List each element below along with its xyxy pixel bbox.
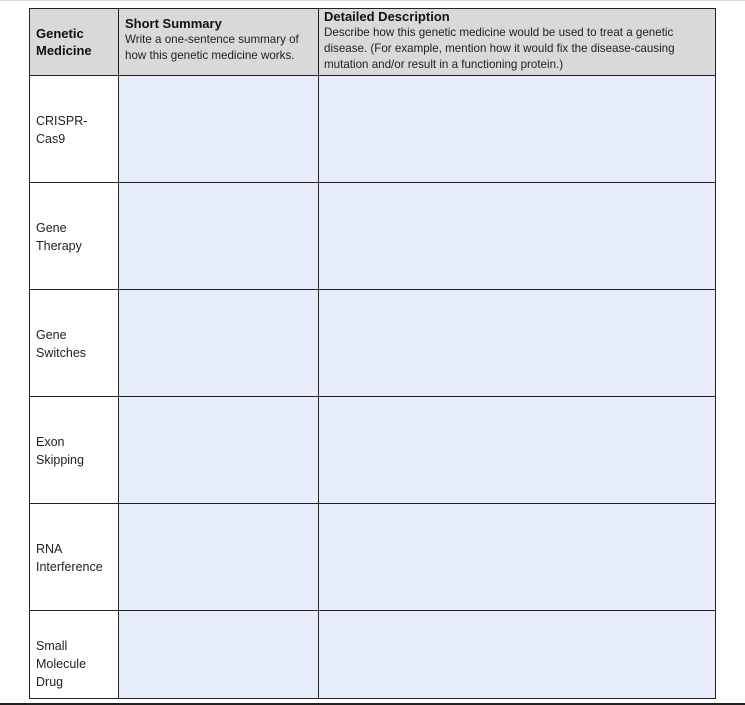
header-short-summary-line1: Write a one-sentence summary of — [125, 33, 299, 46]
detailed-description-input[interactable] — [319, 183, 716, 290]
header-short-summary-title: Short Summary — [125, 16, 222, 31]
header-short-summary-line2: how this genetic medicine works. — [125, 49, 295, 62]
genetic-medicine-table — [29, 8, 716, 699]
short-summary-input[interactable] — [119, 611, 319, 699]
short-summary-input[interactable] — [119, 76, 319, 183]
row-label-line2: Cas9 — [36, 132, 66, 146]
table-row — [30, 397, 716, 504]
header-genetic-medicine-line2: Medicine — [36, 43, 92, 58]
detailed-description-input[interactable] — [319, 76, 716, 183]
page-top-edge — [0, 0, 745, 1]
short-summary-input[interactable] — [119, 504, 319, 611]
row-label-line1: Exon — [36, 435, 65, 449]
row-label-line2: Switches — [36, 346, 87, 360]
row-label-line3: Drug — [36, 675, 64, 689]
header-detailed-description — [319, 9, 716, 76]
header-detailed-description-line1: Describe how this genetic medicine would be used to treat a genetic — [324, 26, 674, 39]
row-label-line2: Skipping — [36, 453, 84, 467]
detailed-description-input[interactable] — [319, 290, 716, 397]
row-label-cell — [30, 183, 119, 290]
row-label-line1: Small — [36, 639, 68, 653]
header-short-summary — [119, 9, 319, 76]
row-label-cell — [30, 290, 119, 397]
row-label-line2: Interference — [36, 560, 103, 574]
row-label-cell — [30, 611, 119, 699]
header-detailed-description-line2: disease. (For example, mention how it would fix the disease-causing — [324, 42, 675, 55]
row-label-line1: Gene — [36, 221, 67, 235]
row-label-line2: Therapy — [36, 239, 82, 253]
row-label-cell — [30, 76, 119, 183]
detailed-description-input[interactable] — [319, 504, 716, 611]
row-label-line1: RNA — [36, 542, 63, 556]
row-label-cell — [30, 504, 119, 611]
row-label-line1: Gene — [36, 328, 67, 342]
row-label-line1: CRISPR- — [36, 114, 88, 128]
short-summary-input[interactable] — [119, 397, 319, 504]
table-row — [30, 76, 716, 183]
table-row — [30, 290, 716, 397]
table-header-row — [30, 9, 716, 76]
table-row — [30, 504, 716, 611]
header-detailed-description-title: Detailed Description — [324, 9, 450, 24]
detailed-description-input[interactable] — [319, 611, 716, 699]
short-summary-input[interactable] — [119, 183, 319, 290]
row-label-cell — [30, 397, 119, 504]
header-detailed-description-line3: mutation and/or result in a functioning protein.) — [324, 58, 564, 71]
short-summary-input[interactable] — [119, 290, 319, 397]
table-row — [30, 183, 716, 290]
row-label-line2: Molecule — [36, 657, 87, 671]
header-genetic-medicine-line1: Genetic — [36, 26, 84, 41]
header-genetic-medicine — [30, 9, 119, 76]
detailed-description-input[interactable] — [319, 397, 716, 504]
table-row — [30, 611, 716, 699]
